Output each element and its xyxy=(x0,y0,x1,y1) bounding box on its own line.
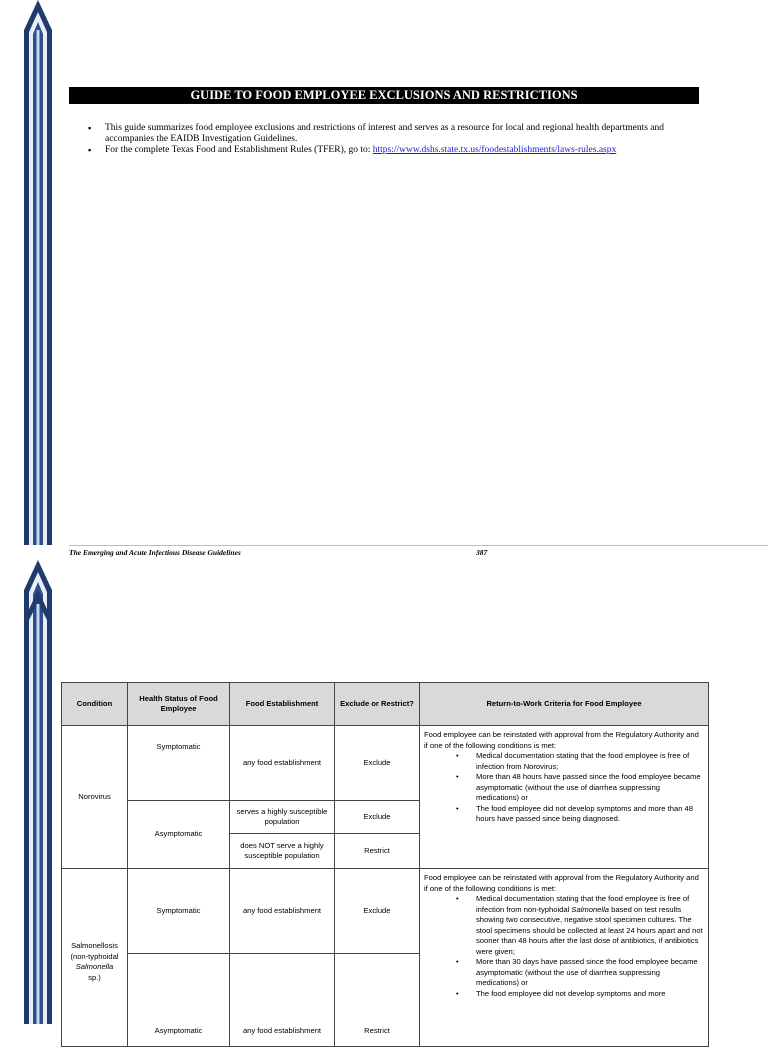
criteria-item: • The food employee did not develop symptoms and more than 48 hours have passed since being diagnosed. xyxy=(456,803,693,823)
tfer-text: For the complete Texas Food and Establishment Rules (TFER), go to: xyxy=(105,145,371,155)
action-restrict: Restrict xyxy=(335,834,420,869)
criteria-intro: Food employee can be reinstated with approval from the Regulatory Authority and if one of the following conditions is met: xyxy=(424,873,699,893)
criteria-item: • More than 30 days have passed since the food employee became asymptomatic (without the use of diarrhea suppressing medications) or xyxy=(456,957,698,987)
action-restrict: Restrict xyxy=(335,954,420,1047)
table-row xyxy=(62,869,709,954)
bullet-icon: • xyxy=(456,957,459,966)
footer-guideline-title: The Emerging and Acute Infectious Disease Guidelines xyxy=(69,548,241,557)
bullet-icon: • xyxy=(456,988,459,998)
header-food-establishment: Food Establishment xyxy=(230,683,335,726)
action-exclude: Exclude xyxy=(335,726,420,801)
criteria-intro: Food employee can be reinstated with approval from the Regulatory Authority and if one of the following conditions is met: xyxy=(424,730,699,750)
condition-salmonellosis: Salmonellosis (non-typhoidal Salmonella sp.) xyxy=(62,869,128,1047)
status-symptomatic: Symptomatic xyxy=(128,869,230,954)
bullet-icon: • xyxy=(456,803,459,813)
establishment-cell: any food establishment xyxy=(230,726,335,801)
decorative-column-bottom xyxy=(22,560,54,1024)
status-asymptomatic: Asymptomatic xyxy=(128,801,230,869)
header-exclude-restrict: Exclude or Restrict? xyxy=(335,683,420,726)
criteria-list xyxy=(424,751,704,825)
bullet-icon: • xyxy=(456,772,459,781)
condition-norovirus: Norovirus xyxy=(62,726,128,869)
footer-divider xyxy=(69,545,768,546)
criteria-item: • Medical documentation stating that the food employee is free of infection from non-typhoidal Salmonella based on test results showing two consecutive, negative stool specimen cultures. The stool specimens should be collected at least 24 hours apart and not sooner than 48 hours after the last dose of antibiotics, if antibiotics were given; xyxy=(456,894,703,956)
decorative-column-top xyxy=(22,0,54,545)
bullet-icon: ▪ xyxy=(88,123,92,133)
header-condition: Condition xyxy=(62,683,128,726)
action-exclude: Exclude xyxy=(335,869,420,954)
criteria-item: • More than 48 hours have passed since the food employee became asymptomatic (without the use of diarrhea suppressing medications) or xyxy=(456,772,701,802)
table-row xyxy=(62,726,709,801)
establishment-cell: any food establishment xyxy=(230,954,335,1047)
intro-bullet-list xyxy=(88,123,708,156)
criteria-item: • The food employee did not develop symptoms and more xyxy=(456,988,666,998)
bullet-item: ▪ This guide summarizes food employee exclusions and restrictions of interest and serves as a resource for local and regional health departments and accompanies the EAIDB Investigation Guidelines. xyxy=(88,123,664,144)
page-number: 387 xyxy=(476,548,488,557)
bullet-icon: • xyxy=(456,894,459,903)
page-title-banner: GUIDE TO FOOD EMPLOYEE EXCLUSIONS AND RESTRICTIONS xyxy=(69,87,699,104)
tfer-link[interactable]: https://www.dshs.state.tx.us/foodestablishments/laws-rules.aspx xyxy=(372,145,617,155)
criteria-salmonellosis xyxy=(420,869,709,1047)
status-symptomatic: Symptomatic xyxy=(128,726,230,801)
criteria-norovirus xyxy=(420,726,709,869)
establishment-cell: any food establishment xyxy=(230,869,335,954)
bullet-item xyxy=(88,145,708,156)
action-exclude: Exclude xyxy=(335,801,420,834)
bullet-icon: ▪ xyxy=(88,145,92,155)
criteria-list xyxy=(424,894,704,999)
exclusion-table xyxy=(61,682,709,1047)
status-asymptomatic: Asymptomatic xyxy=(128,954,230,1047)
establishment-cell: serves a highly susceptible population xyxy=(230,801,335,834)
header-return-criteria: Return-to-Work Criteria for Food Employee xyxy=(420,683,709,726)
establishment-cell: does NOT serve a highly susceptible population xyxy=(230,834,335,869)
bullet-icon: • xyxy=(456,751,459,760)
header-health-status: Health Status of Food Employee xyxy=(128,683,230,726)
table-header-row xyxy=(62,683,709,726)
criteria-item: • Medical documentation stating that the food employee is free of infection from Norovirus; xyxy=(456,751,690,771)
